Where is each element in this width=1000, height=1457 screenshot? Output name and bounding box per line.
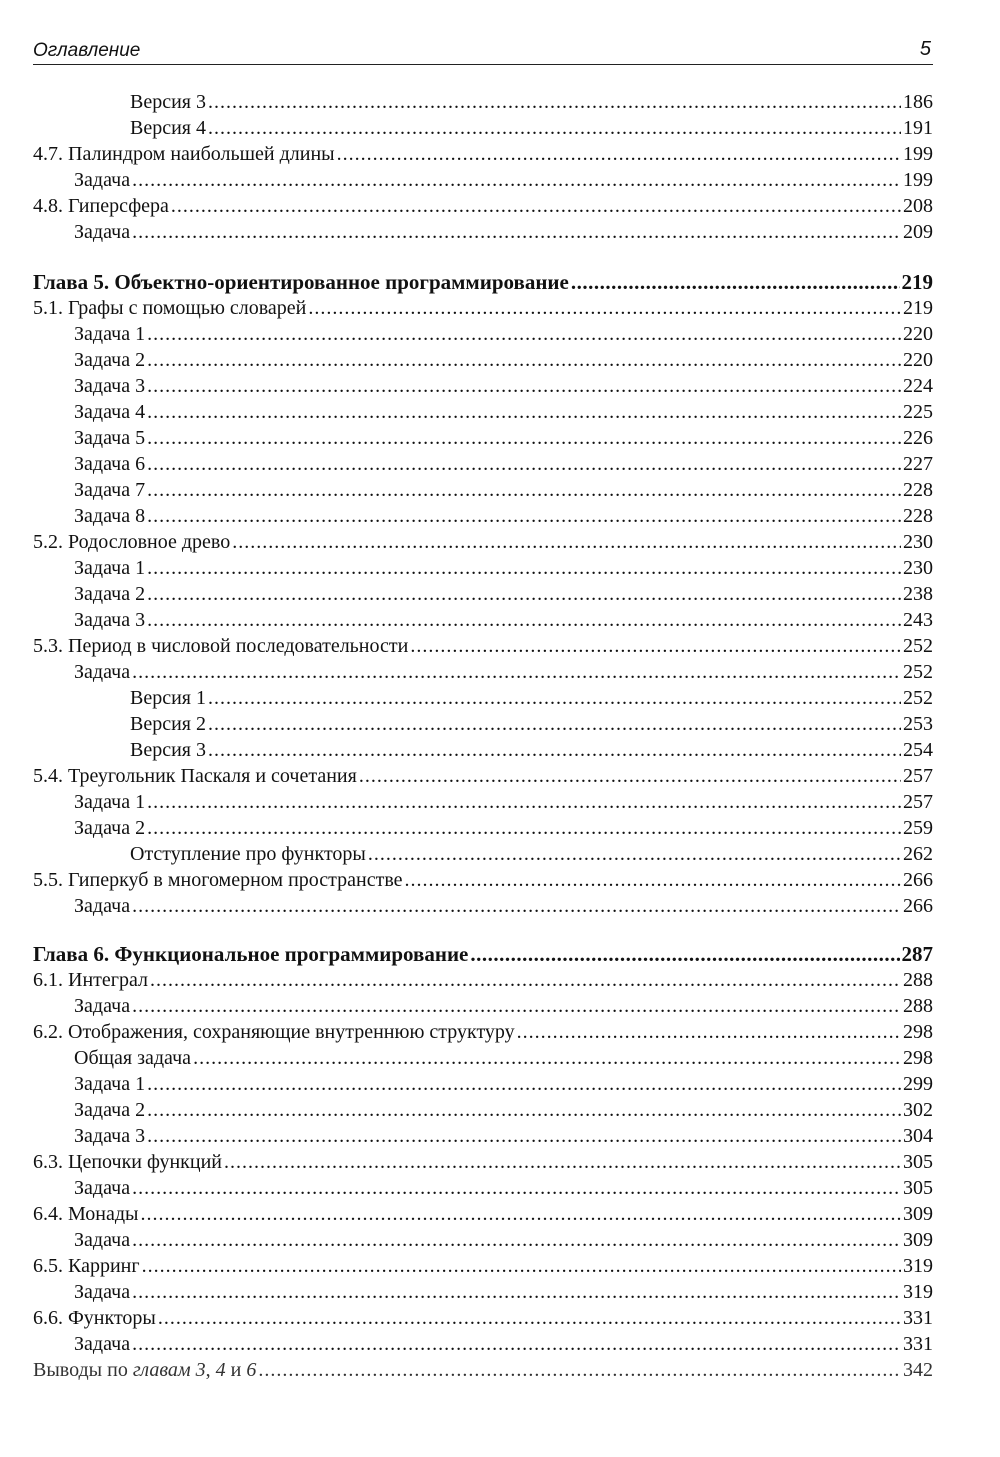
- toc-entry-label: Задача 1: [74, 557, 146, 579]
- toc-entry-label: 5.1. Графы с помощью словарей: [33, 297, 307, 319]
- toc-entry-page: 228: [903, 479, 933, 501]
- toc-entry-label: Версия 4: [130, 117, 206, 139]
- leader-dots: [147, 1123, 901, 1149]
- toc-entry-label: Задача: [74, 221, 131, 243]
- toc-entry-label: 6.6. Функторы: [33, 1307, 156, 1329]
- toc-entry-page: 254: [903, 739, 933, 761]
- toc-entry[interactable]: [33, 1123, 933, 1149]
- toc-entry-page: 309: [903, 1203, 933, 1225]
- toc-entry-label: 6.3. Цепочки функций: [33, 1151, 222, 1173]
- toc-entry-page: 208: [903, 195, 933, 217]
- summary-chapter-6: 6: [246, 1359, 257, 1381]
- toc-chapter-page: 287: [901, 942, 933, 966]
- toc-section[interactable]: [33, 1019, 933, 1045]
- toc-entry-label: 6.2. Отображения, сохраняющие внутреннюю структуру: [33, 1021, 515, 1043]
- toc-entry-label: Задача: [74, 895, 131, 917]
- toc-entry-label: Задача 2: [74, 817, 146, 839]
- toc-entry-label: Задача: [74, 1177, 131, 1199]
- toc-entry[interactable]: [33, 659, 933, 685]
- toc-entry-page: 262: [903, 843, 933, 865]
- toc-entry[interactable]: [33, 555, 933, 581]
- toc-entry-label: Версия 2: [130, 713, 206, 735]
- page-header: [33, 34, 933, 65]
- leader-dots: [359, 763, 901, 789]
- toc-entry-label: 5.5. Гиперкуб в многомерном пространстве: [33, 869, 403, 891]
- toc-entry-label: Задача 3: [74, 609, 146, 631]
- toc-summary-label: [33, 1357, 256, 1383]
- leader-dots: [147, 347, 901, 373]
- toc-entry-label: Задача 7: [74, 479, 146, 501]
- toc-summary[interactable]: [33, 1357, 933, 1383]
- toc-section[interactable]: [33, 867, 933, 893]
- leader-dots: [258, 1357, 901, 1383]
- toc-section[interactable]: [33, 763, 933, 789]
- toc-entry-page: 219: [903, 297, 933, 319]
- toc-entry-page: 305: [903, 1151, 933, 1173]
- toc-entry-label: Задача 4: [74, 401, 146, 423]
- toc-entry-label: Задача 2: [74, 1099, 146, 1121]
- toc-entry[interactable]: [33, 737, 933, 763]
- toc-entry-label: Задача 1: [74, 323, 146, 345]
- leader-dots: [208, 115, 901, 141]
- toc-entry-page: 319: [903, 1281, 933, 1303]
- toc-entry-label: Задача: [74, 995, 131, 1017]
- toc-section[interactable]: [33, 141, 933, 167]
- toc-section[interactable]: [33, 193, 933, 219]
- toc-entry-page: 228: [903, 505, 933, 527]
- leader-dots: [147, 1097, 901, 1123]
- toc-entry-label: 4.8. Гиперсфера: [33, 195, 169, 217]
- toc-entry-label: 5.2. Родословное древо: [33, 531, 231, 553]
- leader-dots: [517, 1019, 901, 1045]
- leader-dots: [147, 555, 901, 581]
- toc-entry-page: 199: [903, 143, 933, 165]
- summary-chapters-ref: главам 3: [132, 1359, 206, 1381]
- toc-entry[interactable]: [33, 1279, 933, 1305]
- leader-dots: [308, 295, 901, 321]
- toc-entry-label: Задача 5: [74, 427, 146, 449]
- toc-entry[interactable]: [33, 347, 933, 373]
- toc-entry[interactable]: [33, 399, 933, 425]
- leader-dots: [132, 893, 901, 919]
- toc-entry-label: Задача 1: [74, 791, 146, 813]
- toc-entry-label: Задача: [74, 661, 131, 683]
- leader-dots: [147, 581, 901, 607]
- toc-entry-page: 266: [903, 869, 933, 891]
- leader-dots: [142, 1253, 901, 1279]
- toc-entry-label: Версия 3: [130, 739, 206, 761]
- toc-entry[interactable]: [33, 451, 933, 477]
- toc-entry[interactable]: [33, 1071, 933, 1097]
- toc-entry-label: Задача: [74, 1281, 131, 1303]
- leader-dots: [132, 1331, 901, 1357]
- leader-dots: [147, 477, 901, 503]
- toc-entry[interactable]: [33, 711, 933, 737]
- toc-entry-page: 230: [903, 557, 933, 579]
- toc-entry-page: 309: [903, 1229, 933, 1251]
- leader-dots: [171, 193, 901, 219]
- toc-entry[interactable]: [33, 581, 933, 607]
- leader-dots: [158, 1305, 901, 1331]
- summary-separator: и: [225, 1359, 247, 1381]
- leader-dots: [147, 425, 901, 451]
- leader-dots: [337, 141, 901, 167]
- toc-entry[interactable]: [33, 789, 933, 815]
- toc-entry[interactable]: [33, 993, 933, 1019]
- summary-prefix: Выводы по: [33, 1359, 133, 1381]
- leader-dots: [208, 711, 901, 737]
- toc-entry[interactable]: [33, 685, 933, 711]
- toc-entry[interactable]: [33, 373, 933, 399]
- leader-dots: [147, 607, 901, 633]
- toc-entry-page: 253: [903, 713, 933, 735]
- toc-section[interactable]: [33, 295, 933, 321]
- leader-dots: [410, 633, 901, 659]
- toc-entry-page: 305: [903, 1177, 933, 1199]
- summary-separator: ,: [205, 1359, 216, 1381]
- toc-section[interactable]: [33, 633, 933, 659]
- toc-entry-label: Задача: [74, 169, 131, 191]
- toc-chapter-title: Глава 6. Функциональное программирование: [33, 942, 469, 966]
- leader-dots: [193, 1045, 901, 1071]
- toc-section[interactable]: [33, 1253, 933, 1279]
- leader-dots: [147, 1071, 901, 1097]
- leader-dots: [368, 841, 901, 867]
- leader-dots: [147, 789, 901, 815]
- toc-entry-page: 302: [903, 1099, 933, 1121]
- toc-chapter-title: Глава 5. Объектно-ориентированное программирование: [33, 270, 569, 294]
- toc-entry-page: 304: [903, 1125, 933, 1147]
- toc-entry-label: Отступление про функторы: [130, 843, 366, 865]
- toc-chapter[interactable]: [33, 941, 933, 967]
- toc-entry[interactable]: [33, 815, 933, 841]
- toc-entry[interactable]: [33, 503, 933, 529]
- toc-section[interactable]: [33, 529, 933, 555]
- leader-dots: [132, 659, 901, 685]
- toc-entry-label: Версия 3: [130, 91, 206, 113]
- toc-entry-page: 199: [903, 169, 933, 191]
- toc-entry-label: Общая задача: [74, 1047, 192, 1069]
- toc-chapter[interactable]: [33, 269, 933, 295]
- toc-entry-label: Задача 2: [74, 583, 146, 605]
- toc-entry-page: 225: [903, 401, 933, 423]
- toc-entry-page: 319: [903, 1255, 933, 1277]
- toc-section[interactable]: [33, 967, 933, 993]
- leader-dots: [208, 685, 901, 711]
- leader-dots: [132, 1227, 901, 1253]
- leader-dots: [147, 815, 901, 841]
- toc-entry-page: 226: [903, 427, 933, 449]
- toc-entry[interactable]: [33, 477, 933, 503]
- toc-entry-label: 4.7. Палиндром наибольшей длины: [33, 143, 335, 165]
- leader-dots: [147, 321, 901, 347]
- toc-entry-label: Задача: [74, 1229, 131, 1251]
- toc-entry-page: 186: [903, 91, 933, 113]
- toc-entry[interactable]: [33, 1175, 933, 1201]
- toc-entry[interactable]: [33, 115, 933, 141]
- toc-entry-page: 259: [903, 817, 933, 839]
- toc-entry[interactable]: [33, 167, 933, 193]
- toc-entry-page: 288: [903, 969, 933, 991]
- toc-entry-label: 5.4. Треугольник Паскаля и сочетания: [33, 765, 357, 787]
- toc-entry-label: Задача 3: [74, 375, 146, 397]
- toc-entry-page: 243: [903, 609, 933, 631]
- leader-dots: [132, 1279, 901, 1305]
- toc-entry-page: 298: [903, 1047, 933, 1069]
- header-title: Оглавление: [33, 40, 141, 61]
- toc-entry-label: Версия 1: [130, 687, 206, 709]
- summary-chapter-4: 4: [215, 1359, 226, 1381]
- toc-entry-label: Задача: [74, 1333, 131, 1355]
- toc-entry-page: 342: [903, 1359, 933, 1381]
- toc-entry[interactable]: [33, 607, 933, 633]
- toc-section[interactable]: [33, 1201, 933, 1227]
- toc-entry-page: 220: [903, 323, 933, 345]
- toc-entry-page: 257: [903, 765, 933, 787]
- toc-entry-page: 209: [903, 221, 933, 243]
- leader-dots: [147, 451, 901, 477]
- toc-entry-label: Задача 3: [74, 1125, 146, 1147]
- toc-entry[interactable]: [33, 841, 933, 867]
- leader-dots: [150, 967, 901, 993]
- toc-entry-page: 257: [903, 791, 933, 813]
- leader-dots: [224, 1149, 901, 1175]
- toc-entry-page: 220: [903, 349, 933, 371]
- leader-dots: [571, 269, 900, 295]
- leader-dots: [470, 941, 899, 967]
- toc-entry[interactable]: [33, 321, 933, 347]
- leader-dots: [147, 399, 901, 425]
- toc-entry-page: 191: [903, 117, 933, 139]
- toc-entry-page: 288: [903, 995, 933, 1017]
- toc-entry[interactable]: [33, 219, 933, 245]
- toc-entry[interactable]: [33, 1227, 933, 1253]
- leader-dots: [232, 529, 901, 555]
- toc-entry-label: Задача 8: [74, 505, 146, 527]
- leader-dots: [208, 89, 901, 115]
- leader-dots: [132, 993, 901, 1019]
- leader-dots: [132, 167, 901, 193]
- toc-entry[interactable]: [33, 1331, 933, 1357]
- leader-dots: [405, 867, 901, 893]
- toc-entry-label: Задача 2: [74, 349, 146, 371]
- toc-entry-page: 331: [903, 1307, 933, 1329]
- leader-dots: [147, 373, 901, 399]
- leader-dots: [208, 737, 901, 763]
- toc-entry-page: 298: [903, 1021, 933, 1043]
- toc-entry-label: Задача 1: [74, 1073, 146, 1095]
- toc-chapter-page: 219: [901, 270, 933, 294]
- leader-dots: [132, 1175, 901, 1201]
- toc-entry-page: 252: [903, 635, 933, 657]
- toc-entry-page: 227: [903, 453, 933, 475]
- toc-section[interactable]: [33, 1149, 933, 1175]
- toc-entry-page: 224: [903, 375, 933, 397]
- leader-dots: [140, 1201, 901, 1227]
- toc-entry[interactable]: [33, 425, 933, 451]
- toc-entry[interactable]: [33, 1045, 933, 1071]
- toc-entry[interactable]: [33, 1097, 933, 1123]
- toc-entry[interactable]: [33, 89, 933, 115]
- toc-entry-page: 331: [903, 1333, 933, 1355]
- toc-entry-page: 266: [903, 895, 933, 917]
- toc-entry-label: 6.4. Монады: [33, 1203, 139, 1225]
- toc-entry-label: Задача 6: [74, 453, 146, 475]
- toc-entry-page: 252: [903, 687, 933, 709]
- leader-dots: [132, 219, 901, 245]
- toc-entry-label: 6.1. Интеграл: [33, 969, 148, 991]
- toc-entry-label: 5.3. Период в числовой последовательности: [33, 635, 409, 657]
- leader-dots: [147, 503, 901, 529]
- header-page-number: 5: [919, 38, 931, 60]
- toc-entry-page: 252: [903, 661, 933, 683]
- toc-entry-label: 6.5. Карринг: [33, 1255, 140, 1277]
- toc-entry-page: 230: [903, 531, 933, 553]
- table-of-contents: [33, 89, 933, 1383]
- toc-entry-page: 299: [903, 1073, 933, 1095]
- toc-entry-page: 238: [903, 583, 933, 605]
- toc-section[interactable]: [33, 1305, 933, 1331]
- toc-entry[interactable]: [33, 893, 933, 919]
